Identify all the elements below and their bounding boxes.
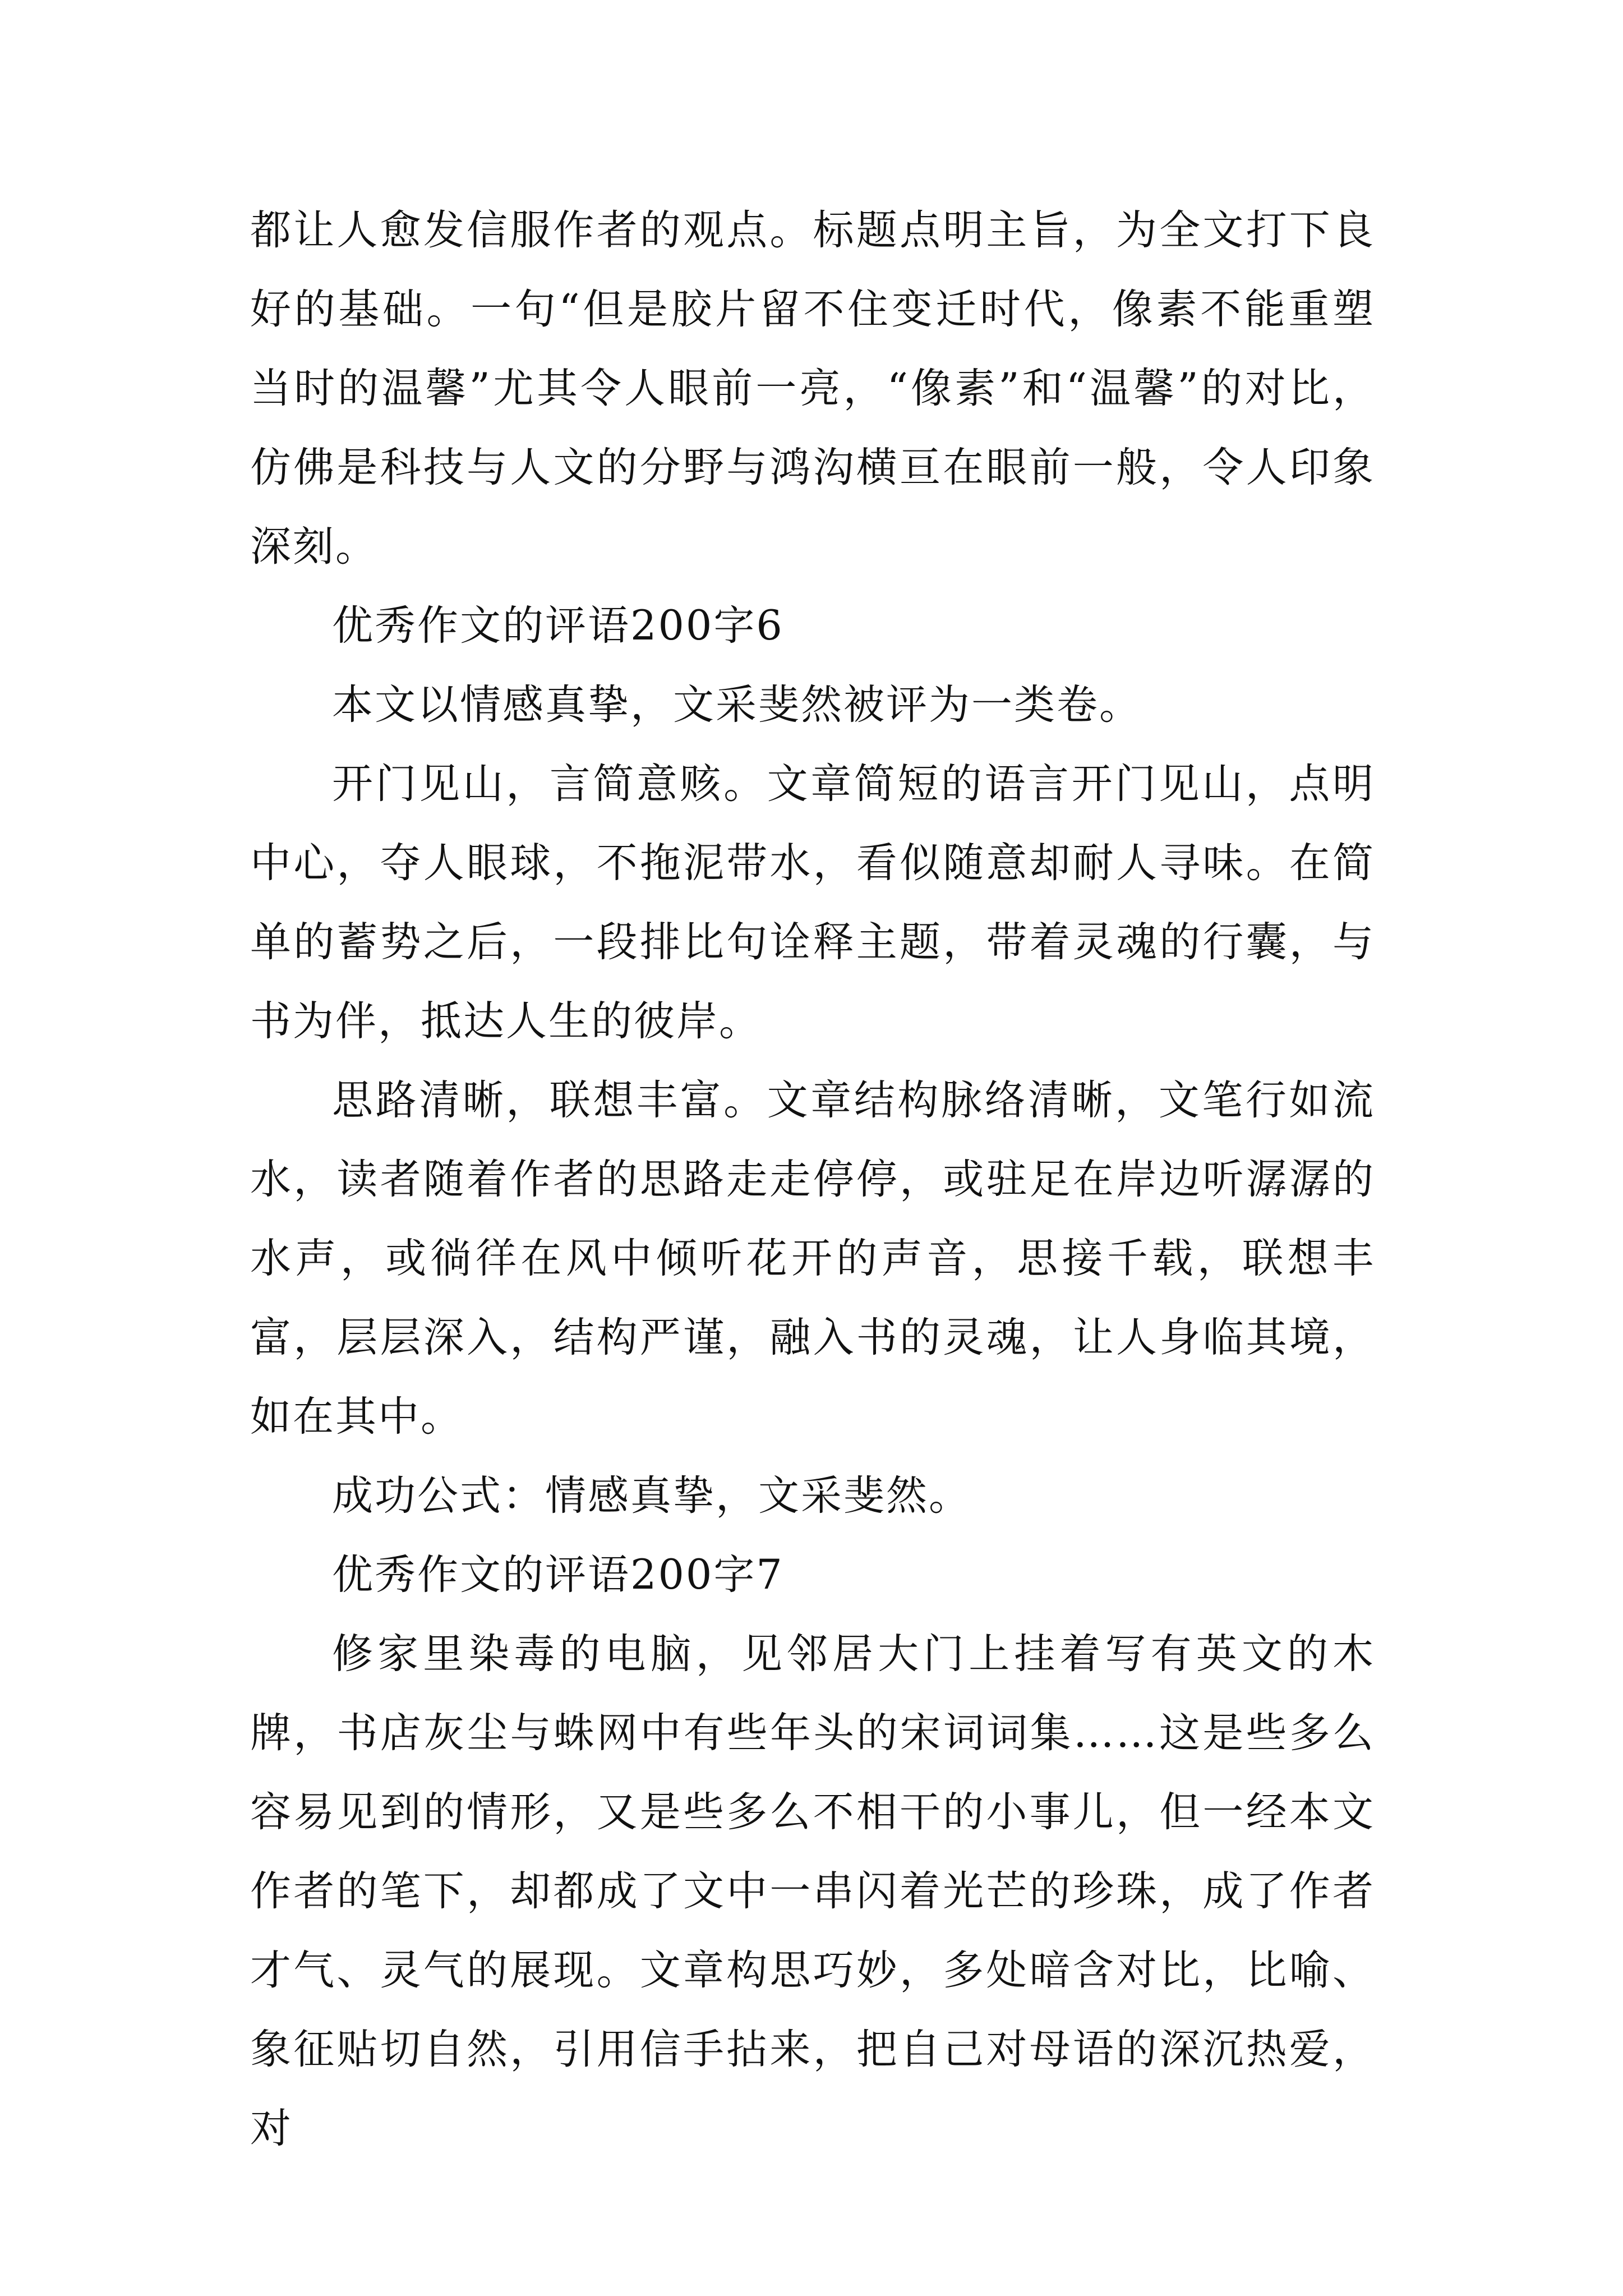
section-heading-7: 优秀作文的评语200字7: [332, 1551, 784, 1599]
section-heading-6: 优秀作文的评语200字6: [332, 602, 784, 650]
paragraph: 开门见山，言简意赅。文章简短的语言开门见山，点明中心，夺人眼球，不拖泥带水，看似随意却耐人寻味。在简单的蓄势之后，一段排比句诠释主题，带着灵魂的行囊，与书为伴，抵达人生的彼岸。: [250, 760, 1375, 1045]
document-body: [250, 191, 1375, 2168]
paragraph: 思路清晰，联想丰富。文章结构脉络清晰，文笔行如流水，读者随着作者的思路走走停停，或驻足在岸边听潺潺的水声，或徜徉在风中倾听花开的声音，思接千载，联想丰富，层层深入，结构严谨，融入书的灵魂，让人身临其境，如在其中。: [250, 1076, 1375, 1441]
paragraph: 修家里染毒的电脑，见邻居大门上挂着写有英文的木牌，书店灰尘与蛛网中有些年头的宋词词集……这是些多么容易见到的情形，又是些多么不相干的小事儿，但一经本文作者的笔下，却都成了文中一串闪着光芒的珍珠，成了作者才气、灵气的展现。文章构思巧妙，多处暗含对比，比喻、象征贴切自然，引用信手拈来，把自己对母语的深沉热爱，对: [250, 1630, 1375, 2152]
paragraph: 本文以情感真挚，文采斐然被评为一类卷。: [332, 681, 1142, 729]
paragraph-continued: 都让人愈发信服作者的观点。标题点明主旨，为全文打下良好的基础。一句“但是胶片留不住变迁时代，像素不能重塑当时的温馨”尤其令人眼前一亮，“像素”和“温馨”的对比，仿佛是科技与人文的分野与鸿沟横亘在眼前一般，令人印象深刻。: [250, 206, 1375, 570]
paragraph: 成功公式：情感真挚，文采斐然。: [332, 1472, 971, 1520]
